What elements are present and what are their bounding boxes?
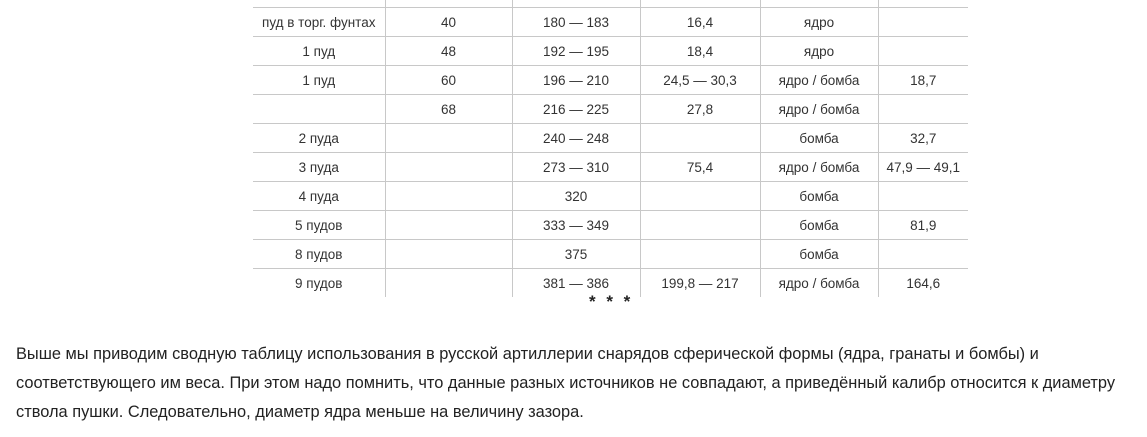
table-cell-mass: [640, 211, 760, 240]
table-cell-size: 180 — 183: [512, 8, 640, 37]
table-cell-diameter: [878, 95, 968, 124]
table-row: [253, 95, 968, 124]
table-cell-size: 240 — 248: [512, 124, 640, 153]
table-cell-mass: 24,5 — 30,3: [640, 66, 760, 95]
table-cell-size: 216 — 225: [512, 95, 640, 124]
table-cell-projectile-type: ядро / бомба: [760, 95, 878, 124]
table-cell-diameter: [878, 0, 968, 8]
table-cell-caliber: 9 пудов: [295, 275, 343, 291]
table-cell-size: 381 — 386: [512, 269, 640, 298]
table-cell-caliber: 1 пуд: [253, 66, 385, 95]
table-cell-projectile-type: бомба: [760, 124, 878, 153]
table-cell-weight: 48: [385, 37, 512, 66]
table-cell-size: [512, 0, 640, 8]
table-cell-projectile-type: ядро / бомба: [760, 269, 878, 298]
table-cell-mass: [640, 0, 760, 8]
table-cell-diameter: [878, 182, 968, 211]
table-cell-mass: 27,8: [640, 95, 760, 124]
table-cell-mass: [640, 240, 760, 269]
table-row: [253, 66, 968, 95]
table-cell-projectile-type: ядро: [760, 8, 878, 37]
table-cell-weight: 60: [385, 66, 512, 95]
table-row: [253, 8, 968, 37]
table-cell-weight: [385, 124, 512, 153]
table-cell-projectile-type: бомба: [760, 211, 878, 240]
section-separator: * * *: [589, 292, 634, 311]
table-cell-mass: 199,8 — 217: [640, 269, 760, 298]
table-cell-caliber: 2 пуда: [253, 124, 385, 153]
table-cell-weight: [385, 153, 512, 182]
table-cell-diameter: [878, 37, 968, 66]
table-cell-diameter: [878, 240, 968, 269]
table-cell-weight: [385, 182, 512, 211]
table-row: [253, 124, 968, 153]
table-cell-mass: 75,4: [640, 153, 760, 182]
table-row: [253, 182, 968, 211]
table-container: [253, 0, 968, 297]
table-cell-diameter: 164,6: [878, 269, 968, 298]
table-cell-diameter: 81,9: [878, 211, 968, 240]
table-cell-projectile-type: ядро: [760, 37, 878, 66]
table-cell-weight: [385, 211, 512, 240]
table-row: [253, 240, 968, 269]
table-cell-mass: [640, 124, 760, 153]
table-row: [253, 37, 968, 66]
table-row: [253, 0, 968, 8]
table-cell-projectile-type: [760, 0, 878, 8]
table-cell-weight: 68: [385, 95, 512, 124]
table-cell-weight: [385, 240, 512, 269]
table-cell-projectile-type: ядро / бомба: [760, 66, 878, 95]
table-cell-mass: [640, 182, 760, 211]
table-cell-caliber: пуд в торг. фунтах: [253, 8, 385, 37]
table-body: [253, 0, 968, 297]
table-cell-projectile-type: ядро / бомба: [760, 153, 878, 182]
table-cell-size: 192 — 195: [512, 37, 640, 66]
table-cell-diameter: 32,7: [878, 124, 968, 153]
table-cell-diameter: 18,7: [878, 66, 968, 95]
table-cell-size: 375: [512, 240, 640, 269]
table-cell-caliber: 4 пуда: [253, 182, 385, 211]
table-cell-projectile-type: бомба: [760, 182, 878, 211]
summary-paragraph: Выше мы приводим сводную таблицу использования в русской артиллерии снарядов сферической формы (ядра, гранаты и бомбы) и соответствующего им веса. При этом надо помнить, что данные разных источников не совпадают, а приведённый калибр относится к диаметру ствола пушки. Следовательно, диаметр ядра меньше на величину зазора.: [16, 345, 1116, 421]
table-cell-diameter: 47,9 — 49,1: [878, 153, 968, 182]
table-cell-caliber: 5 пудов: [253, 211, 385, 240]
projectile-table: [253, 0, 968, 297]
table-cell-projectile-type: бомба: [760, 240, 878, 269]
table-cell-weight: 40: [385, 8, 512, 37]
table-cell-size: 196 — 210: [512, 66, 640, 95]
table-cell-weight: [385, 269, 512, 298]
table-row: [253, 153, 968, 182]
table-cell-mass: 16,4: [640, 8, 760, 37]
table-cell-diameter: [878, 8, 968, 37]
table-cell-caliber: 8 пудов: [253, 240, 385, 269]
table-row: [253, 211, 968, 240]
table-cell-mass: 18,4: [640, 37, 760, 66]
table-cell-size: 333 — 349: [512, 211, 640, 240]
table-cell-caliber: [253, 95, 385, 124]
table-cell-caliber: 3 пуда: [253, 153, 385, 182]
table-cell-caliber: 1 пуд: [253, 37, 385, 66]
table-cell-size: 320: [512, 182, 640, 211]
table-cell-weight: [385, 0, 512, 8]
table-cell-caliber: [253, 0, 385, 8]
table-cell-size: 273 — 310: [512, 153, 640, 182]
